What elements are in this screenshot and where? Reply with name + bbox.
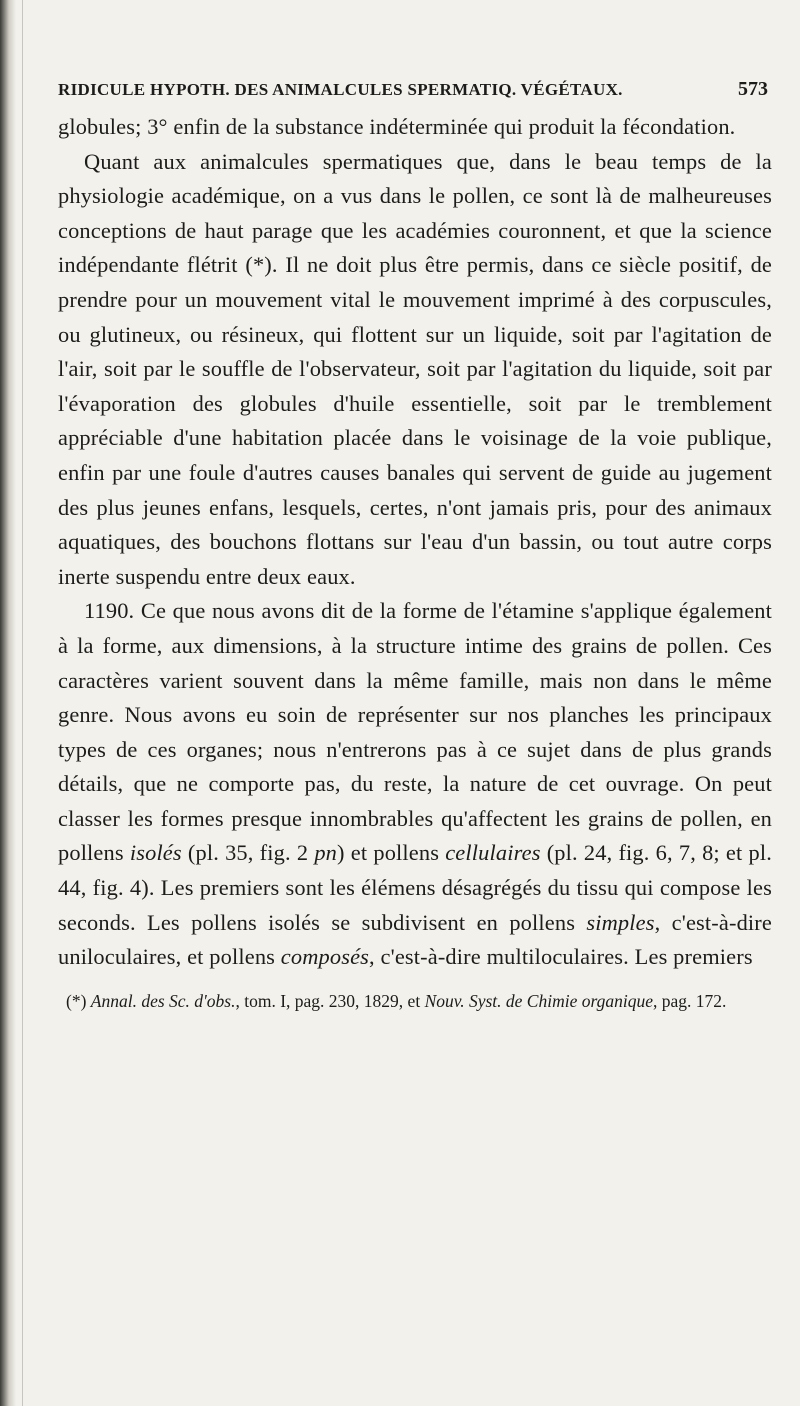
footnote-text: , pag. 172. — [653, 990, 727, 1011]
page-fold-line — [22, 0, 23, 1406]
body-text — [58, 110, 772, 975]
page-binding-shadow — [0, 0, 16, 1406]
paragraph-2 — [58, 145, 772, 595]
term-simples: simples — [586, 909, 655, 935]
paragraph-2-text: Quant aux animalcules spermatiques que, dans le beau temps de la physiologie académique, on a vus dans le pollen, ce sont là de malheureuses conceptions de haut parage que les académies couronnent, et que la science indépendante flétrit (*). Il ne doit plus être permis, dans ce siècle positif, de prendre pour un mouvement vital le mouvement imprimé à des corpuscules, ou glutineux, ou résineux, qui flottent sur un liquide, soit par l'agitation de l'air, soit par le souffle de l'observateur, soit par l'agitation du liquide, soit par l'évaporation des globules d'huile essentielle, soit par le tremblement appréciable d'une habitation placée dans le voisinage de la voie publique, enfin par une foule d'autres causes banales qui servent de guide au jugement des plus jeunes enfans, lesquels, certes, n'ont jamais pris, pour des animaux aquatiques, des bouchons flottans sur l'eau d'un bassin, ou tout autre corps inerte suspendu entre deux eaux. — [58, 148, 772, 589]
paragraph-3-text: , c'est-à-dire uniloculaires, et pollens — [58, 909, 772, 970]
figure-ref-pn: pn — [314, 840, 338, 866]
book-page — [58, 78, 772, 1014]
running-head — [58, 78, 772, 108]
paragraph-3-text: , c'est-à-dire multiloculaires. Les premiers — [369, 944, 753, 970]
term-isoles: isolés — [129, 840, 182, 866]
paragraph-1 — [58, 110, 772, 145]
footnote-marker: (*) — [66, 990, 91, 1011]
paragraph-3 — [58, 594, 772, 975]
paragraph-3-text: 1190. Ce que nous avons dit de la forme de l'étamine s'applique également à la forme, aux dimensions, à la structure intime des grains de pollen. Ces caractères varient souvent dans la même famille, mais non dans le même genre. Nous avons eu soin de représenter sur nos planches les principaux types de ces organes; nous n'entrerons pas à ce sujet dans de plus grands détails, que ne comporte pas, du reste, la nature de cet ouvrage. On peut classer les formes presque innombrables qu'affectent les grains de pollen, en pollens — [58, 598, 772, 866]
paragraph-1-text: globules; 3° enfin de la substance indéterminée qui produit la fécondation. — [58, 114, 736, 139]
footnote-source-1: Annal. des Sc. d'obs. — [90, 990, 236, 1011]
footnote-text: , tom. I, pag. 230, 1829, et — [235, 990, 425, 1011]
running-head-title: RIDICULE HYPOTH. DES ANIMALCULES SPERMATIQ. VÉGÉTAUX. — [58, 80, 623, 99]
page-number: 573 — [738, 78, 768, 100]
paragraph-3-text: ) et pollens — [337, 840, 446, 866]
paragraph-3-text: (pl. 24, fig. 6, 7, 8; et pl. 44, fig. 4). Les premiers sont les élémens désagrégés du tissu qui compose les seconds. Les pollens isolés se subdivisent en pollens — [58, 840, 772, 935]
footnote — [58, 989, 772, 1014]
term-composes: composés — [280, 944, 370, 970]
footnote-source-2: Nouv. Syst. de Chimie organique — [424, 990, 654, 1011]
paragraph-3-text: (pl. 35, fig. 2 — [181, 840, 315, 866]
term-cellulaires: cellulaires — [445, 840, 541, 866]
